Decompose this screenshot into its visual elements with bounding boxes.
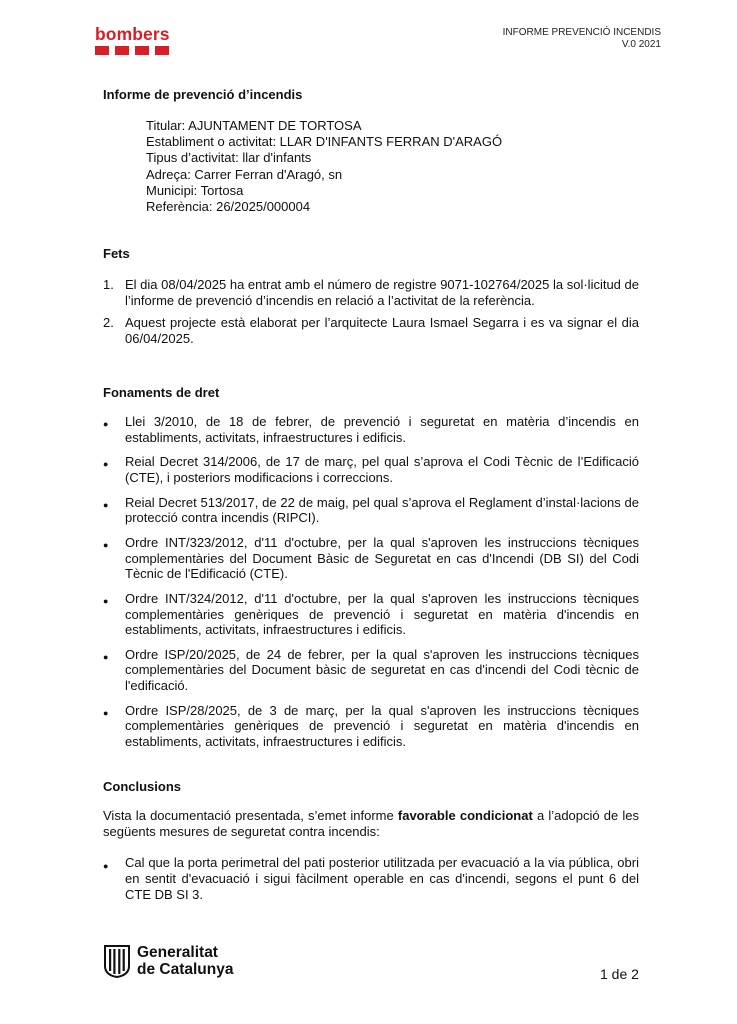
- meta-adreca: Adreça: Carrer Ferran d'Aragó, sn: [146, 166, 343, 182]
- meta-referencia: Referència: 26/2025/000004: [146, 199, 311, 215]
- list-item: [103, 591, 639, 638]
- conclusions-list: [103, 855, 639, 903]
- header-version: V.0 2021: [621, 39, 661, 50]
- bullet-icon: ●: [103, 419, 109, 429]
- list-item-text: Ordre ISP/20/2025, de 24 de febrer, per la qual s'aproven les instruccions tècniques complementàries del Document bàsic de seguretat en cas d'incendi del Codi tècnic de l'edificació.: [125, 646, 639, 693]
- conclusions-intro-before: Vista la documentació presentada, s’emet informe: [103, 808, 398, 823]
- header-doc-info: [503, 27, 661, 51]
- bombers-wordmark: bombers: [95, 24, 170, 44]
- generalitat-logo: [103, 944, 233, 978]
- list-item-text: Cal que la porta perimetral del pati posterior utilitzada per evacuació a la via pública, obri en sentit d'evacuació i sigui fàcilment operable en cas d'incendi, segons el punt 6 del CTE DB SI 3.: [125, 855, 639, 902]
- org-line-2: de Catalunya: [137, 961, 234, 978]
- bullet-icon: ●: [103, 861, 109, 871]
- bullet-icon: ●: [103, 707, 109, 718]
- list-item: [103, 454, 639, 485]
- bullet-icon: ●: [103, 651, 109, 662]
- list-item-text: Reial Decret 314/2006, de 17 de març, pel qual s’aprova el Codi Tècnic de l’Edificació (CTE), i posteriors modificacions i correccions.: [125, 454, 639, 485]
- section-heading-fonaments: Fonaments de dret: [103, 385, 220, 400]
- section-heading-fets: Fets: [103, 246, 130, 261]
- bullet-icon: ●: [103, 596, 109, 607]
- conclusions-intro: [103, 808, 639, 840]
- header-doc-title: INFORME PREVENCIÓ INCENDIS: [502, 27, 661, 38]
- org-line-1: Generalitat: [137, 944, 218, 961]
- page-title: Informe de prevenció d’incendis: [103, 87, 303, 102]
- section-heading-conclusions: Conclusions: [103, 779, 182, 794]
- generalitat-emblem-icon: [103, 944, 131, 978]
- meta-municipi: Municipi: Tortosa: [146, 182, 244, 198]
- bullet-icon: ●: [103, 540, 109, 551]
- list-number: 1.: [103, 277, 114, 292]
- page-number: 1 de 2: [600, 966, 639, 982]
- list-item-text: Ordre ISP/28/2025, de 3 de març, per la qual s'aproven les instruccions tècniques complementàries genèriques de prevenció i seguretat en matèria d'incendis en establiments, activitats, infraestructures i edificis.: [125, 702, 639, 749]
- list-item: [103, 855, 639, 903]
- list-item: [103, 647, 639, 694]
- list-item-text: Ordre INT/324/2012, d'11 d'octubre, per la qual s'aproven les instruccions tècniques complementàries genèriques de prevenció i seguretat en matèria d'incendis en establiments, activitats, infraestructures i edificis.: [125, 591, 639, 638]
- list-item-text: Reial Decret 513/2017, de 22 de maig, pel qual s’aprova el Reglament d’instal·lacions de protecció contra incendis (RIPCI).: [125, 494, 639, 526]
- list-item: [103, 315, 639, 347]
- list-item: [103, 414, 639, 445]
- conclusions-intro-bold: favorable condicionat: [397, 808, 533, 823]
- generalitat-wordmark: [137, 944, 233, 978]
- list-item: [103, 703, 639, 750]
- fets-list: [103, 277, 639, 353]
- list-item-text: Aquest projecte està elaborat per l’arquitecte Laura Ismael Segarra i es va signar el dia 06/04/2025.: [125, 315, 639, 346]
- list-item: [103, 277, 639, 309]
- bullet-icon: ●: [103, 459, 109, 470]
- list-item-text: El dia 08/04/2025 ha entrat amb el número de registre 9071-102764/2025 la sol·licitud de l’informe de prevenció d’incendis en relació a l’activitat de la referència.: [125, 277, 639, 308]
- list-number: 2.: [103, 315, 114, 330]
- bombers-logo-bars: [95, 46, 179, 55]
- meta-tipus: Tipus d’activitat: llar d'infants: [146, 150, 312, 166]
- list-item-text: Ordre INT/323/2012, d'11 d'octubre, per la qual s'aproven les instruccions tècniques complementàries del Document Bàsic de Seguretat en cas d'Incendi (DB SI) del Codi Tècnic de l'Edificació (CTE).: [125, 535, 639, 582]
- bullet-icon: ●: [103, 499, 109, 510]
- list-item: [103, 495, 639, 526]
- meta-titular: Titular: AJUNTAMENT DE TORTOSA: [146, 118, 362, 133]
- list-item-text: Llei 3/2010, de 18 de febrer, de prevenció i seguretat en matèria d’incendis en establiments, activitats, infraestructures i edificis.: [125, 414, 639, 445]
- list-item: [103, 535, 639, 582]
- bombers-logo: [95, 24, 179, 55]
- fonaments-list: [103, 414, 639, 759]
- conclusions-intro-after: a l’adopció de les següents mesures de seguretat contra incendis:: [103, 808, 639, 839]
- report-meta: [146, 118, 502, 215]
- meta-establiment: Establiment o activitat: LLAR D'INFANTS FERRAN D'ARAGÓ: [146, 134, 503, 150]
